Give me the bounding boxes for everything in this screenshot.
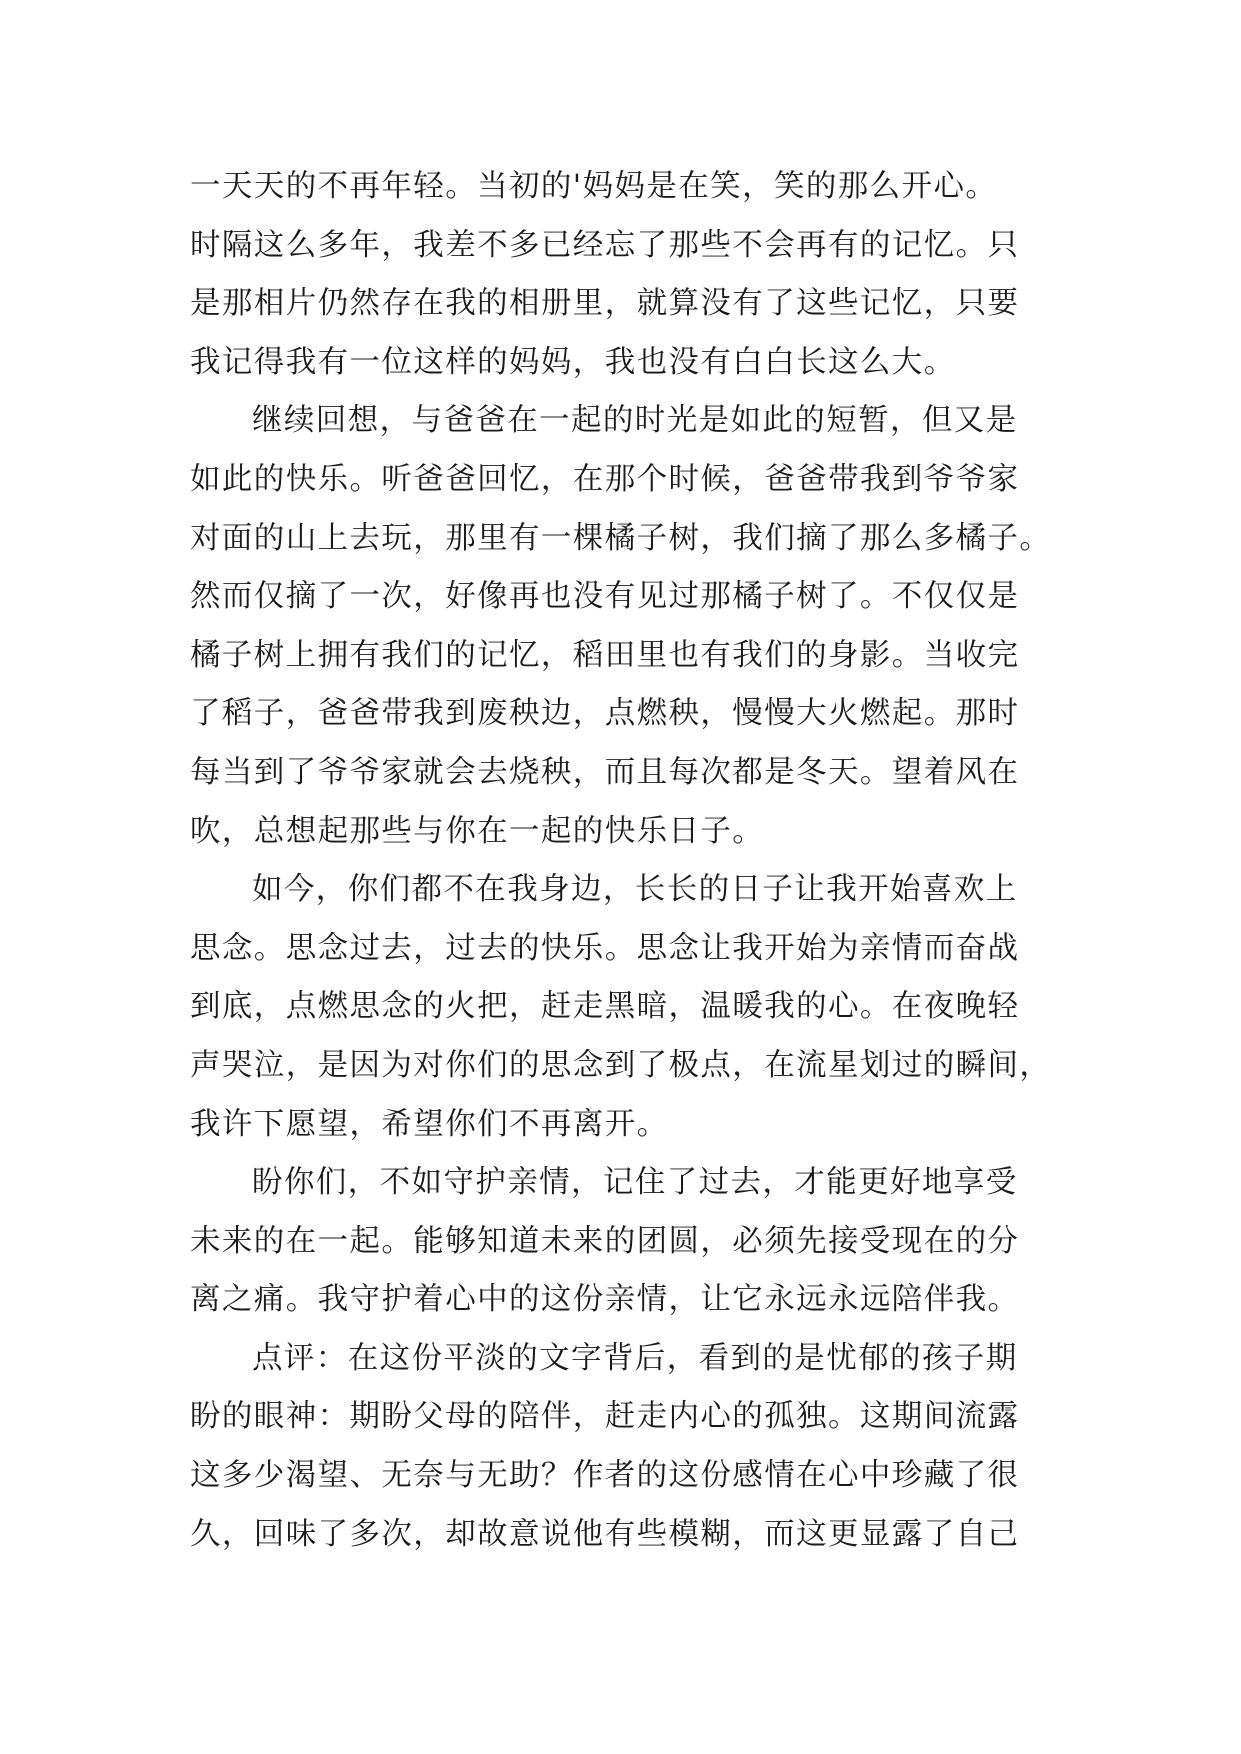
text-line: 然而仅摘了一次，好像再也没有见过那橘子树了。不仅仅是 [190, 579, 1020, 615]
text-line: 这多少渴望、无奈与无助？作者的这份感情在心中珍藏了很 [190, 1458, 1020, 1494]
body-text [190, 158, 1050, 1564]
text-line: 如此的快乐。听爸爸回忆，在那个时候，爸爸带我到爷爷家 [190, 461, 1020, 497]
text-line: 未来的在一起。能够知道未来的团圆，必须先接受现在的分 [190, 1223, 1020, 1259]
paragraph-start-line: 如今，你们都不在我身边，长长的日子让我开始喜欢上 [252, 872, 1018, 908]
text-line: 每当到了爷爷家就会去烧秧，而且每次都是冬天。望着风在 [190, 754, 1020, 790]
paragraph-start-line: 盼你们，不如守护亲情，记住了过去，才能更好地享受 [252, 1165, 1018, 1201]
text-line: 了稻子，爸爸带我到废秧边，点燃秧，慢慢大火燃起。那时 [190, 696, 1020, 732]
text-line: 吹，总想起那些与你在一起的快乐日子。 [190, 813, 765, 849]
text-line: 一天天的不再年轻。当初的'妈妈是在笑，笑的那么开心。 [190, 169, 998, 204]
text-line: 离之痛。我守护着心中的这份亲情，让它永远永远陪伴我。 [190, 1282, 1020, 1318]
text-line: 是那相片仍然存在我的相册里，就算没有了这些记忆，只要 [190, 286, 1020, 322]
text-line: 久，回味了多次，却故意说他有些模糊，而这更显露了自己 [190, 1516, 1020, 1552]
text-line: 对面的山上去玩，那里有一棵橘子树，我们摘了那么多橘子。 [190, 520, 1052, 556]
text-line: 声哭泣，是因为对你们的思念到了极点，在流星划过的瞬间， [190, 1047, 1052, 1083]
text-line: 思念。思念过去，过去的快乐。思念让我开始为亲情而奋战 [190, 930, 1020, 966]
review-paragraph-start-line: 点评：在这份平淡的文字背后，看到的是忧郁的孩子期 [252, 1340, 1018, 1376]
text-line: 橘子树上拥有我们的记忆，稻田里也有我们的身影。当收完 [190, 637, 1020, 673]
text-line: 盼的眼神：期盼父母的陪伴，赶走内心的孤独。这期间流露 [190, 1399, 1020, 1435]
text-line: 到底，点燃思念的火把，赶走黑暗，温暖我的心。在夜晚轻 [190, 989, 1020, 1025]
paragraph-start-line: 继续回想，与爸爸在一起的时光是如此的短暂，但又是 [252, 403, 1018, 439]
text-line: 我记得我有一位这样的妈妈，我也没有白白长这么大。 [190, 344, 956, 380]
text-line: 我许下愿望，希望你们不再离开。 [190, 1106, 669, 1142]
text-line: 时隔这么多年，我差不多已经忘了那些不会再有的记忆。只 [190, 227, 1020, 263]
